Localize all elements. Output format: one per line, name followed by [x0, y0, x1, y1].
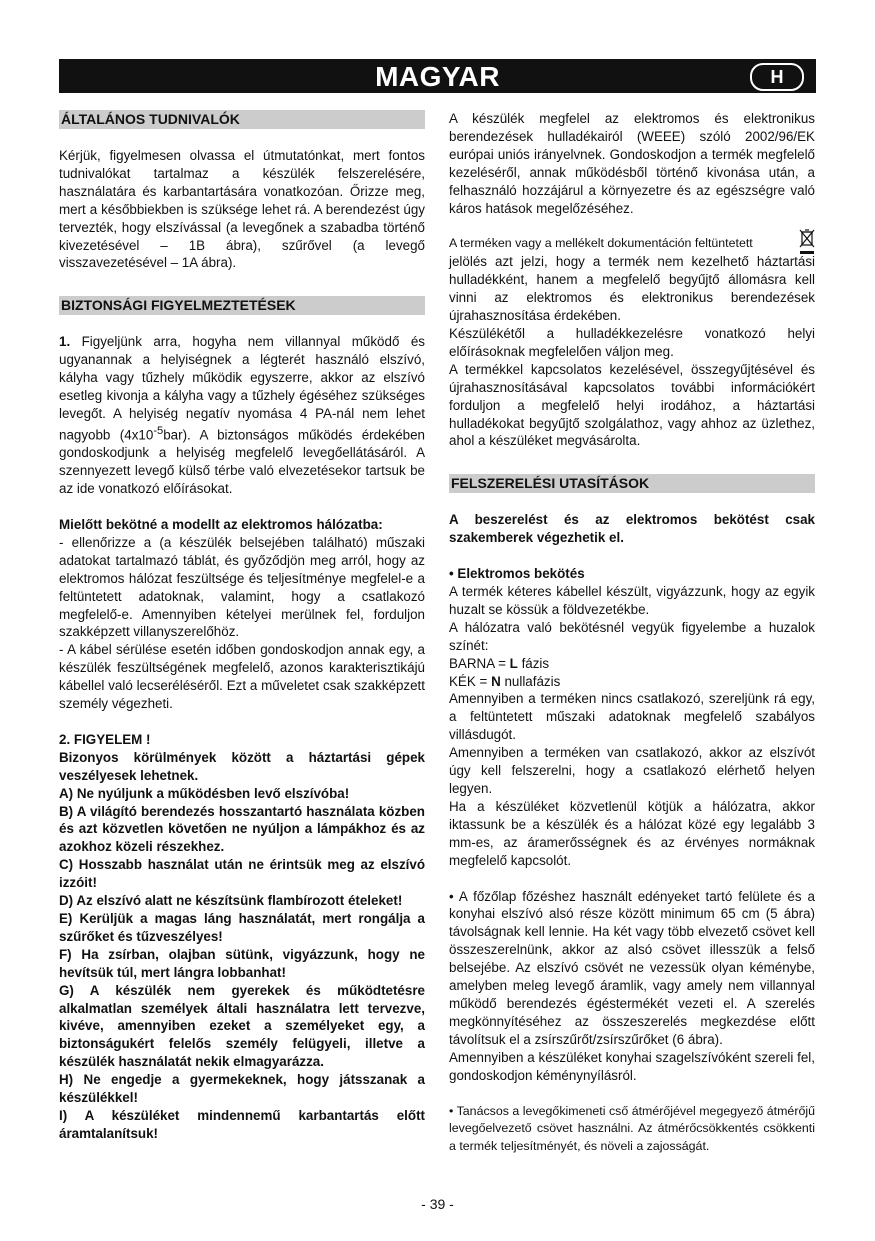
warning-item: D) Az elszívó alatt ne készítsünk flambírozott ételeket!: [59, 893, 403, 909]
page-number: - 39 -: [421, 1196, 454, 1212]
general-heading: ÁLTALÁNOS TUDNIVALÓK: [59, 110, 425, 129]
wire-blue-code: N: [491, 673, 501, 689]
connect-text-2: - A kábel sérülése esetén időben gondoskodjon annak egy, a készülék feszültségének megfelelő, azonos karakterisztikájú kábellel való lecseréléséről. Ezt a műveletet csak szakképzett személy végezheti.: [59, 642, 425, 712]
page-title: MAGYAR: [375, 61, 500, 92]
weee-text: A készülék megfelel az elektromos és elektronikus berendezések hulladékairól (WEEE) szóló 2002/96/EK európai uniós irányelvnek. Gondoskodjon a termék megfelelő kezeléséről, annak működésből történő kivonása után, a felhasználó hozzájárul a környezetre és az egészségre való káros hatások megelőzéséhez.: [449, 111, 815, 216]
warning-title: 2. FIGYELEM !: [59, 731, 151, 747]
electrical-text-4: Amennyiben a terméken van csatlakozó, akkor az elszívót úgy kell felszerelni, hogy a csatlakozó elérhető helyen legyen.: [449, 745, 815, 796]
warning-item: H) Ne engedje a gyermekeknek, hogy játsszanak a készülékkel!: [59, 1072, 425, 1106]
install-intro: A beszerelést és az elektromos bekötést csak szakemberek végezhetik el.: [449, 512, 815, 546]
safety-number: 1.: [59, 334, 71, 350]
wire-blue: [449, 673, 815, 691]
symbol-line: A terméken vagy a mellékelt dokumentáción feltüntetett: [449, 236, 753, 251]
connect-heading: Mielőtt bekötné a modellt az elektromos hálózatba:: [59, 516, 383, 532]
electrical-text-3: Amennyiben a terméken nincs csatlakozó, szereljünk rá egy, a feltüntetett műszaki adatoknak megfelelő szabályos villásdugót.: [449, 691, 815, 743]
install-heading: FELSZERELÉSI UTASÍTÁSOK: [449, 474, 815, 493]
warning-item: E) Kerüljük a magas láng használatát, mert rongálja a szűrőket és tűzveszélyes!: [59, 911, 425, 944]
warning-intro: Bizonyos körülmények között a háztartási gépek veszélyesek lehetnek.: [59, 749, 425, 783]
duct-text: • Tanácsos a levegőkimeneti cső átmérőjével megegyező átmérőjű levegőelvezető csövet használni. Az átmérőcsökkentés csökkenti a termék teljesítményét, és növeli a zajosságát.: [449, 1103, 815, 1154]
info-text: A termékkel kapcsolatos kezelésével, összegyűjtésével és újrahasznosításával kapcsolatos további információkért forduljon a megfelelő helyi irodához, a háztartási hulladékokat begyűjtő szolgálathoz, vagy ahhoz az üzlethez, ahol a készüléket megvásárolta.: [449, 361, 815, 449]
electrical-title: • Elektromos bekötés: [449, 566, 585, 582]
symbol-text: jelölés azt jelzi, hogy a termék nem kezelhető háztartási hulladékként, hanem a megfelelő begyűjtő állomásra kell vinni az elektromos és elektronikus berendezések újrahasznosítása érdekében.: [449, 254, 815, 324]
connect-text-1: - ellenőrizze a (a készülék belsejében található) műszaki adatokat tartalmazó táblát, és győződjön meg arról, hogy az elektromos hálózat feszültsége és teljesítménye megfelel-e a feltüntetett adatoknak, valamint, hogy a csatlakozó megfelelő-e. Amennyiben kételyei merülnek fel, forduljon szakképzett villanyszerelőhöz.: [59, 534, 425, 640]
weee-symbol-line: [449, 235, 815, 253]
electrical-text-1: A termék kéteres kábellel készült, vigyázzunk, hogy az egyik huzalt se kössük a földvezetékbe.: [449, 584, 815, 617]
language-banner: [59, 59, 816, 93]
distance-text: • A főzőlap főzéshez használt edényeket tartó felülete és a konyhai elszívó alsó része között minimum 65 cm (5 ábra) távolságnak kell lennie. Ha két vagy több elvezető csövet kell összeszerelnünk, akkor az alsó csövet illesszük a felső belsejébe. Az elszívó csövét ne vezessük olyan kéménybe, amelyben meleg levegő áramlik, vagy amely nem villannyal működő berendezés égéstermékét vezeti el. A szerelés megkönnyítéséhez az összeszerelés megkezdése előtt távolítsuk el a zsírszűrőt/zsírszűrőket (6 ábra).: [449, 888, 815, 1047]
warning-item: A) Ne nyúljunk a működésben levő elszívóba!: [59, 785, 350, 801]
wire-brown-desc: fázis: [517, 655, 550, 671]
exponent: -5: [153, 424, 164, 437]
left-column: [59, 110, 425, 1143]
safety-text-b: bar). A biztonságos működés érdekében gondoskodjunk a helyiség megfelelő levegőellátásáról. A szennyezett levegő külső térbe való elvezetésekor tartsuk be az ide vonatkozó előírásokat.: [59, 427, 425, 497]
warning-item: G) A készülék nem gyerekek és működtetésre alkalmatlan személyek általi használatra lett tervezve, kivéve, amennyiben ezeket a személyeket egy, a biztonságukért felelős személy felügyeli, illetve a készülék használatát nekik elmagyarázza.: [59, 982, 425, 1070]
electrical-text-2: A hálózatra való bekötésnél vegyük figyelembe a huzalok színét:: [449, 619, 815, 653]
wire-blue-desc: nullafázis: [500, 673, 561, 689]
safety-heading: BIZTONSÁGI FIGYELMEZTETÉSEK: [59, 296, 425, 315]
wire-blue-label: KÉK =: [449, 673, 492, 689]
general-text: Kérjük, figyelmesen olvassa el útmutatónkat, mert fontos tudnivalókat tartalmaz a készülék felszerelésére, használatára és karbantartására vonatkozóan. Őrizze meg, mert a későbbiekben is szüksége lehet rá. A berendezést úgy tervezték, hogy elszívással (a levegőnek a szabadba történő kivezetésével – 1B ábra), szűrővel (a levegő visszavezetésével – 1A ábra).: [59, 148, 425, 271]
wire-brown-code: L: [509, 655, 518, 671]
warning-item: F) Ha zsírban, olajban sütünk, vigyázzunk, hogy ne hevítsük túl, mert lángra lobbanhat!: [59, 946, 425, 980]
warning-item: B) A világító berendezés hosszantartó használata közben és azt közvetlen követően ne nyúljon a lámpákhoz és az azokhoz közeli részekhez.: [59, 803, 425, 855]
wire-brown-label: BARNA =: [449, 655, 510, 671]
disposal-text: Készülékétől a hulladékkezelésre vonatkozó helyi előírásoknak megfelelően váljon meg.: [449, 325, 815, 359]
wire-brown: [449, 655, 815, 673]
electrical-text-5: Ha a készüléket közvetlenül kötjük a hálózatra, akkor iktassunk be a készülék és a hálózat közé egy legalább 3 mm-es, az áramerősségnek és az érvényes normáknak megfelelő kapcsolót.: [449, 798, 815, 868]
warning-item: C) Hosszabb használat után ne érintsük meg az elszívó izzóit!: [59, 857, 425, 891]
warning-item: I) A készüléket mindennemű karbantartás előtt áramtalanítsuk!: [59, 1107, 425, 1141]
language-badge: H: [750, 63, 804, 91]
safety-text-a: Figyeljünk arra, hogyha nem villannyal működő és ugyanannak a helyiségnek a légterét használó elszívó, kályha vagy tűzhely működik egyszerre, akkor az elszívó esetleg kivonja a kályha vagy a tűzhely égéséhez szükséges levegőt. A helyiség negatív nyomása 4 PA-nál nem lehet nagyobb (4x10: [59, 334, 425, 443]
crossed-bin-icon: [799, 229, 815, 255]
distance-text-2: Amennyiben a készüléket konyhai szagelszívóként szereli fel, gondoskodjon kéménynyílásról.: [449, 1049, 815, 1083]
right-column: [449, 110, 815, 1156]
safety-paragraph-1: [59, 333, 425, 498]
